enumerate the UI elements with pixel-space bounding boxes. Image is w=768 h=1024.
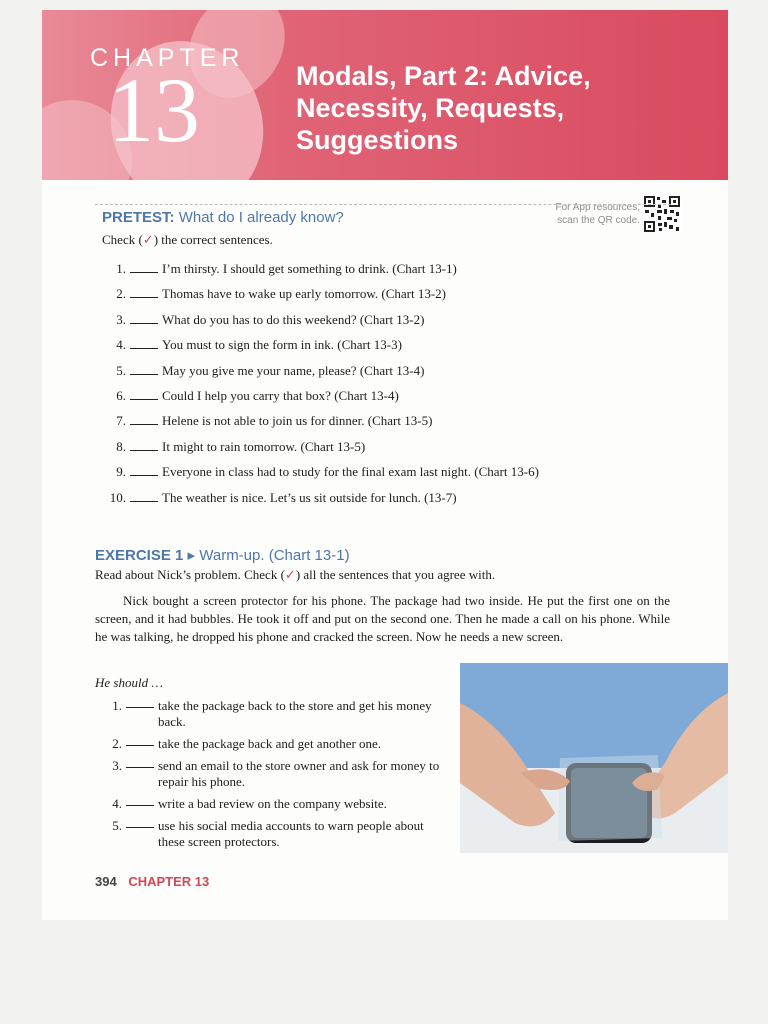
story-paragraph: Nick bought a screen protector for his phone. The package had two inside. He put the first one on the screen, and it had bubbles. He took it off and put on the second one. Then he made a call on his phone. While he was talking, he dropped his phone and cracked the screen. Now he needs a new screen. [95, 593, 670, 644]
pretest-item [108, 437, 539, 462]
item-text: Thomas have to wake up early tomorrow. (Chart 13-2) [162, 286, 446, 302]
chapter-title-line: Necessity, Requests, [296, 93, 565, 123]
item-number: 1. [112, 698, 122, 713]
item-text: use his social media accounts to warn people about these screen protectors. [158, 818, 424, 849]
instruction-text: Check ( [102, 232, 143, 247]
answer-blank[interactable] [130, 492, 158, 502]
pretest-instruction [102, 232, 273, 248]
answer-blank[interactable] [126, 818, 154, 828]
chapter-banner [42, 10, 728, 180]
item-number: 2. [112, 736, 122, 751]
chapter-title [296, 60, 591, 156]
answer-blank[interactable] [126, 698, 154, 708]
check-mark-icon: ✓ [142, 232, 154, 247]
answer-blank[interactable] [130, 288, 158, 298]
answer-blank[interactable] [130, 466, 158, 476]
item-number: 3. [112, 758, 122, 773]
pretest-item [108, 462, 539, 487]
pretest-item [108, 488, 539, 513]
answer-blank[interactable] [130, 415, 158, 425]
app-note-line: scan the QR code. [557, 215, 640, 226]
answer-blank[interactable] [130, 314, 158, 324]
page-number: 394 [95, 874, 117, 889]
exercise-title: Warm-up. [199, 547, 265, 564]
answer-blank[interactable] [130, 365, 158, 375]
item-text: The weather is nice. Let’s us sit outside for lunch. (13-7) [162, 489, 457, 505]
exercise-list [104, 698, 444, 856]
phone-screen-protector-photo [460, 663, 728, 853]
item-text: May you give me your name, please? (Chart 13-4) [162, 362, 425, 378]
pretest-list [108, 259, 539, 513]
chapter-title-line: Modals, Part 2: Advice, [296, 61, 591, 91]
footer-chapter-label: CHAPTER 13 [128, 874, 210, 889]
answer-blank[interactable] [126, 758, 154, 768]
item-text: What do you has to do this weekend? (Chart 13-2) [162, 311, 425, 327]
pretest-heading [102, 209, 344, 226]
item-text: You must to sign the form in ink. (Chart 13-3) [162, 337, 402, 353]
answer-blank[interactable] [130, 339, 158, 349]
pretest-item [108, 361, 539, 386]
item-text: Helene is not able to join us for dinner. (Chart 13-5) [162, 413, 433, 429]
answer-blank[interactable] [126, 736, 154, 746]
check-mark-icon: ✓ [284, 567, 296, 582]
chapter-title-line: Suggestions [296, 125, 459, 155]
answer-blank[interactable] [130, 390, 158, 400]
answer-blank[interactable] [130, 441, 158, 451]
page-footer [95, 874, 209, 889]
item-text: take the package back and get another one. [158, 736, 382, 751]
exercise-label: EXERCISE 1 [95, 547, 184, 564]
item-text: It might to rain tomorrow. (Chart 13-5) [162, 438, 366, 454]
pretest-item [108, 411, 539, 436]
instruction-text: Read about Nick’s problem. Check ( [95, 567, 285, 582]
item-number: 9. [116, 464, 126, 480]
answer-blank[interactable] [130, 263, 158, 273]
app-note-line: For App resources, [555, 202, 640, 213]
chapter-label: CHAPTER [90, 44, 245, 72]
item-number: 7. [116, 413, 126, 429]
item-number: 5. [116, 362, 126, 378]
item-number: 6. [116, 387, 126, 403]
exercise-heading [95, 546, 350, 564]
pretest-item [108, 259, 539, 284]
exercise-item [104, 818, 444, 850]
item-text: send an email to the store owner and ask for money to repair his phone. [158, 758, 440, 789]
should-lead: He should … [95, 675, 163, 690]
item-text: take the package back to the store and get his money back. [158, 698, 432, 729]
item-number: 3. [116, 311, 126, 327]
item-text: Could I help you carry that box? (Chart 13-4) [162, 387, 399, 403]
item-number: 4. [112, 796, 122, 811]
exercise-item [104, 758, 444, 790]
item-text: write a bad review on the company website. [158, 796, 387, 811]
answer-blank[interactable] [126, 796, 154, 806]
item-number: 4. [116, 337, 126, 353]
pretest-title: What do I already know? [178, 209, 344, 226]
instruction-text: ) all the sentences that you agree with. [295, 567, 496, 582]
item-text: Everyone in class had to study for the final exam last night. (Chart 13-6) [162, 464, 539, 480]
pretest-item [108, 335, 539, 360]
exercise-item [104, 698, 444, 730]
pretest-label: PRETEST: [102, 209, 175, 226]
arrow-icon: ▸ [187, 547, 196, 564]
pretest-item [108, 284, 539, 309]
exercise-chart-ref: (Chart 13-1) [268, 547, 350, 564]
item-number: 2. [116, 286, 126, 302]
exercise-instruction [95, 567, 495, 583]
instruction-text: ) the correct sentences. [153, 232, 273, 247]
item-number: 5. [112, 818, 122, 833]
pretest-item [108, 386, 539, 411]
exercise-item [104, 736, 444, 752]
item-number: 1. [116, 261, 126, 276]
pretest-item [108, 310, 539, 335]
chapter-number: 13 [108, 59, 200, 161]
exercise-item [104, 796, 444, 812]
item-text: I’m thirsty. I should get something to drink. (Chart 13-1) [162, 261, 457, 276]
item-number: 8. [116, 438, 126, 454]
item-number: 10. [109, 489, 126, 505]
